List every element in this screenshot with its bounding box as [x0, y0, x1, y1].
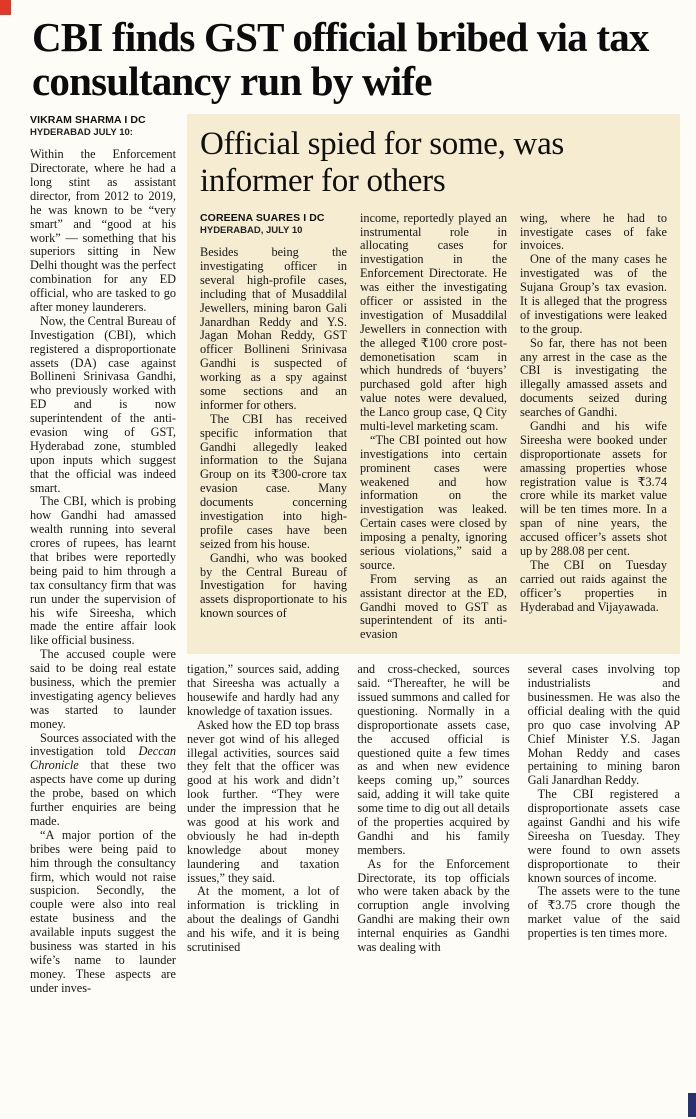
paragraph: As for the Enforcement Directorate, its top officials who were taken aback by the corruption angle involving Gandhi are making their own internal enquiries as Gandhi was dealing with	[357, 856, 510, 955]
box-column-1	[200, 212, 347, 643]
paragraph: “The CBI pointed out how investigations into certain prominent cases were weakened and how information on the investigation was leaked. Certain cases were closed by imposing a penalty, ignoring serious violations,” said a source.	[360, 432, 507, 572]
box-author-byline: COREENA SUARES I DC	[200, 211, 325, 224]
continuation-columns	[187, 663, 680, 955]
paragraph: The CBI registered a disproportionate assets case against Gandhi and his wife Sireesha on Tuesday. They were found to own assets disproportionate to their known sources of income.	[527, 787, 680, 885]
paragraph: and cross-checked, sources said. “Thereafter, he will be issued summons and called for questioning. Normally in a disproportionate assets case, the accused official is questioned quite a few times as and when new evidence keeps coming up,” sources said, adding it will take quite some time to dig out all details of the properties acquired by Gandhi and his family members.	[357, 662, 510, 857]
paragraph: One of the many cases he investigated was of the Sujana Group’s tax evasion. It is alleged that the progress of investigations were leaked to the group.	[520, 252, 667, 336]
paragraph: The accused couple were said to be doing real estate business, which the premier investigating agency believes was started to launder money.	[30, 647, 176, 731]
box-column-2-text	[360, 212, 507, 643]
paragraph: The assets were to the tune of ₹3.75 crore though the market value of the said properties is ten times more.	[527, 884, 680, 941]
paragraph: Gandhi and his wife Sireesha were booked under disproportionate assets for amassing properties whose registration value is ₹3.74 crore while its market value will be ten times more. In a span of nine years, the accused officer’s assets shot up by 288.08 per cent.	[520, 418, 667, 558]
paragraph: income, reportedly played an instrumental role in allocating cases for investigation in the Enforcement Directorate. He was either the investigating officer or assisted in the investigation of Musaddilal Jewellers in connection with the alleged ₹100 crore post-demonetisation scam in which hundreds of ‘buyers’ purchased gold after high value notes were devalued, the Lanco group case, Q City multi-level marketing scam.	[360, 210, 507, 433]
paragraph: “A major portion of the bribes were being paid to him through the consultancy firm, which would not raise suspicion. Secondly, the couple were also into real estate business and the available inputs suggest the business was started in his wife’s name to launder money. These aspects are under inves-	[30, 827, 176, 995]
continuation-column-1	[187, 663, 339, 955]
box-headline: Official spied for some, was informer for others	[200, 125, 564, 199]
paragraph: The CBI has received specific information that Gandhi allegedly leaked information to the Sujana Group on its ₹300-crore tax evasion case. Many documents concerning investigation into high-profile cases have been seized from his house.	[200, 411, 347, 551]
paragraph: tigation,” sources said, adding that Sireesha was actually a housewife and hardly had any knowledge of taxation issues.	[187, 662, 340, 718]
paragraph: Besides being the investigating officer in several high-profile cases, including that of Musaddilal Jewellers, mining baron Gali Janardhan Reddy and Y.S. Jagan Mohan Reddy, GST officer Bollineni Srinivasa Gandhi is suspected of working as a spy against some sections and an informer for others.	[200, 245, 347, 412]
box-columns	[200, 212, 667, 643]
adjacent-page-blue-fragment	[688, 1093, 696, 1117]
continuation-column-2	[357, 663, 509, 955]
box-column-3-text	[520, 212, 667, 615]
right-area	[187, 114, 680, 955]
paragraph: So far, there has not been any arrest in the case as the CBI is investigating the illegally amassed assets and documents seized during searches of Gandhi.	[520, 335, 667, 420]
paragraph: Gandhi, who was booked by the Central Bureau of Investigation for having assets disproportionate to his known sources of	[200, 550, 347, 621]
paragraph: wing, where he had to investigate cases of fake invoices.	[520, 210, 667, 253]
article-body	[30, 114, 680, 996]
lead-column-text	[30, 148, 176, 995]
paragraph: The CBI, which is probing how Gandhi had amassed wealth running into several crores of rupees, has learnt that bribes were reportedly being paid to him through a tax consultancy firm that was run under the supervision of his wife Sireesha, which made the entire affair look like official business.	[30, 494, 176, 648]
author-byline: VIKRAM SHARMA I DC	[30, 113, 146, 126]
paragraph: Asked how the ED top brass never got wind of his alleged illegal activities, sources said they felt that the officer was good at his work and didn’t look further. “They were under the impression that he was good at his work and obviously he had in-depth knowledge about money laundering and taxation issues,” they said.	[187, 717, 340, 885]
continuation-column-3	[528, 663, 680, 955]
box-column-2	[360, 212, 507, 643]
box-column-3	[520, 212, 667, 643]
paragraph: Within the Enforcement Directorate, where he had a long stint as assistant director, from 2012 to 2019, he was known to be “very smart” and “good at his work” — something that his superiors sitting in New Delhi thought was the perfect combination for any ED official, who are tasked to go after money launderers.	[30, 147, 176, 314]
paragraph: From serving as an assistant director at the ED, Gandhi moved to GST as superintendent of its anti-evasion	[360, 571, 507, 642]
paragraph: The CBI on Tuesday carried out raids against the officer’s properties in Hyderabad and Vijayawada.	[520, 557, 667, 614]
paragraph: At the moment, a lot of information is trickling in about the dealings of Gandhi and his wife, and it is being scrutinised	[187, 884, 340, 955]
lead-column	[30, 114, 176, 996]
main-headline: CBI finds GST official bribed via tax consultancy run by wife	[32, 14, 649, 104]
paragraph: Sources associated with the investigation told Deccan Chronicle that these two aspects have come up during the probe, based on which further enquiries are being made.	[30, 730, 176, 828]
box-dateline: HYDERABAD, JULY 10	[200, 225, 303, 237]
paragraph: several cases involving top industrialists and businessmen. He was also the official dealing with the quid pro quo case involving AP Chief Minister Y.S. Jagan Mohan Reddy and cases pertaining to mining baron Gali Janardhan Reddy.	[527, 662, 680, 788]
paragraph: Now, the Central Bureau of Investigation (CBI), which registered a disproportionate assets (DA) case against Bollineni Srinivasa Gandhi, who previously worked with ED and is now superintendent of the anti-evasion wing of GST, Hyderabad zone, stumbled upon inputs which suggest that the official was indeed smart.	[30, 313, 176, 495]
dateline: HYDERABAD JULY 10:	[30, 127, 133, 139]
adjacent-page-red-fragment	[0, 0, 11, 15]
highlight-box	[187, 114, 680, 655]
box-column-1-text	[200, 246, 347, 621]
